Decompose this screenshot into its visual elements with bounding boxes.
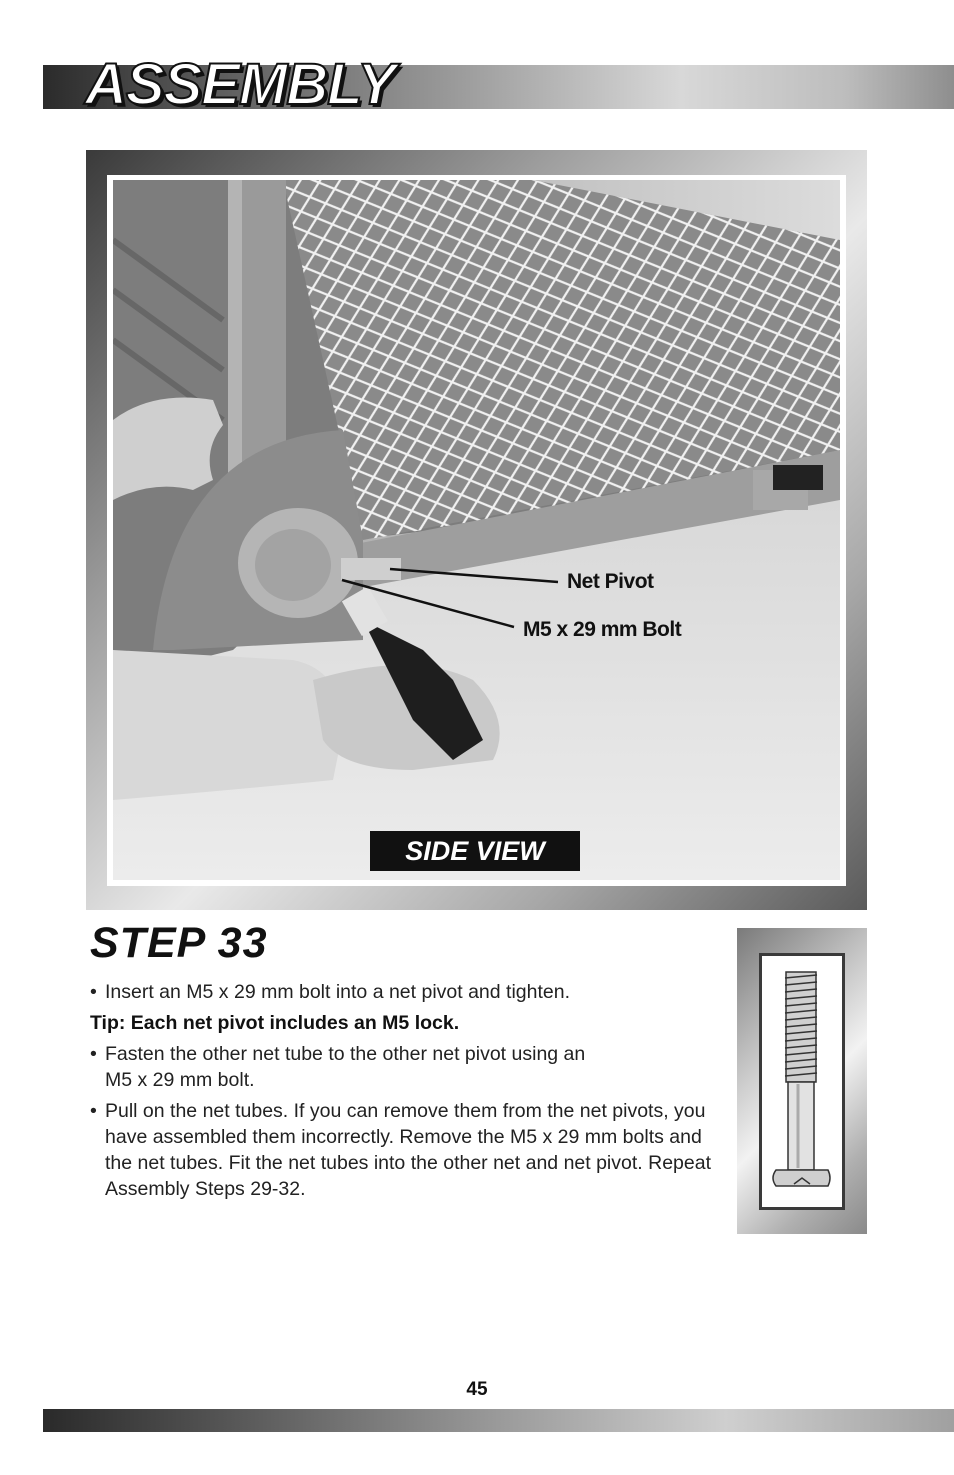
tip-text: Tip: Each net pivot includes an M5 lock. (90, 1012, 460, 1034)
instruction-item (90, 979, 730, 1005)
bolt-callout: M5 x 29 mm Bolt (523, 618, 682, 641)
instruction-item (90, 1098, 730, 1202)
assembly-photo-illustration (113, 180, 840, 880)
page-number: 45 (466, 1379, 488, 1400)
step-title: STEP 33 (90, 919, 268, 967)
assembly-photo (113, 180, 840, 880)
instruction-item (90, 1041, 615, 1093)
bullet-icon: • (90, 981, 97, 1003)
footer-bar (43, 1409, 954, 1432)
bolt-icon (762, 956, 842, 1207)
bullet-icon: • (90, 1100, 97, 1122)
net-pivot-callout: Net Pivot (567, 570, 654, 593)
instruction-text: Pull on the net tubes. If you can remove them from the net pivots, you have assembled them incorrectly. Remove the M5 x 29 mm bolts and the net tubes. Fit the net tubes into the other net and net pivot. Repeat Assembly Steps 29-32. (105, 1100, 711, 1200)
hardware-frame (759, 953, 845, 1210)
page-title: ASSEMBLY (85, 52, 395, 117)
side-view-label: SIDE VIEW (370, 831, 580, 871)
bullet-icon: • (90, 1043, 97, 1065)
instruction-text: Insert an M5 x 29 mm bolt into a net pivot and tighten. (105, 981, 571, 1003)
instructions (90, 979, 730, 1207)
instruction-text: Fasten the other net tube to the other net pivot using an M5 x 29 mm bolt. (105, 1043, 586, 1091)
